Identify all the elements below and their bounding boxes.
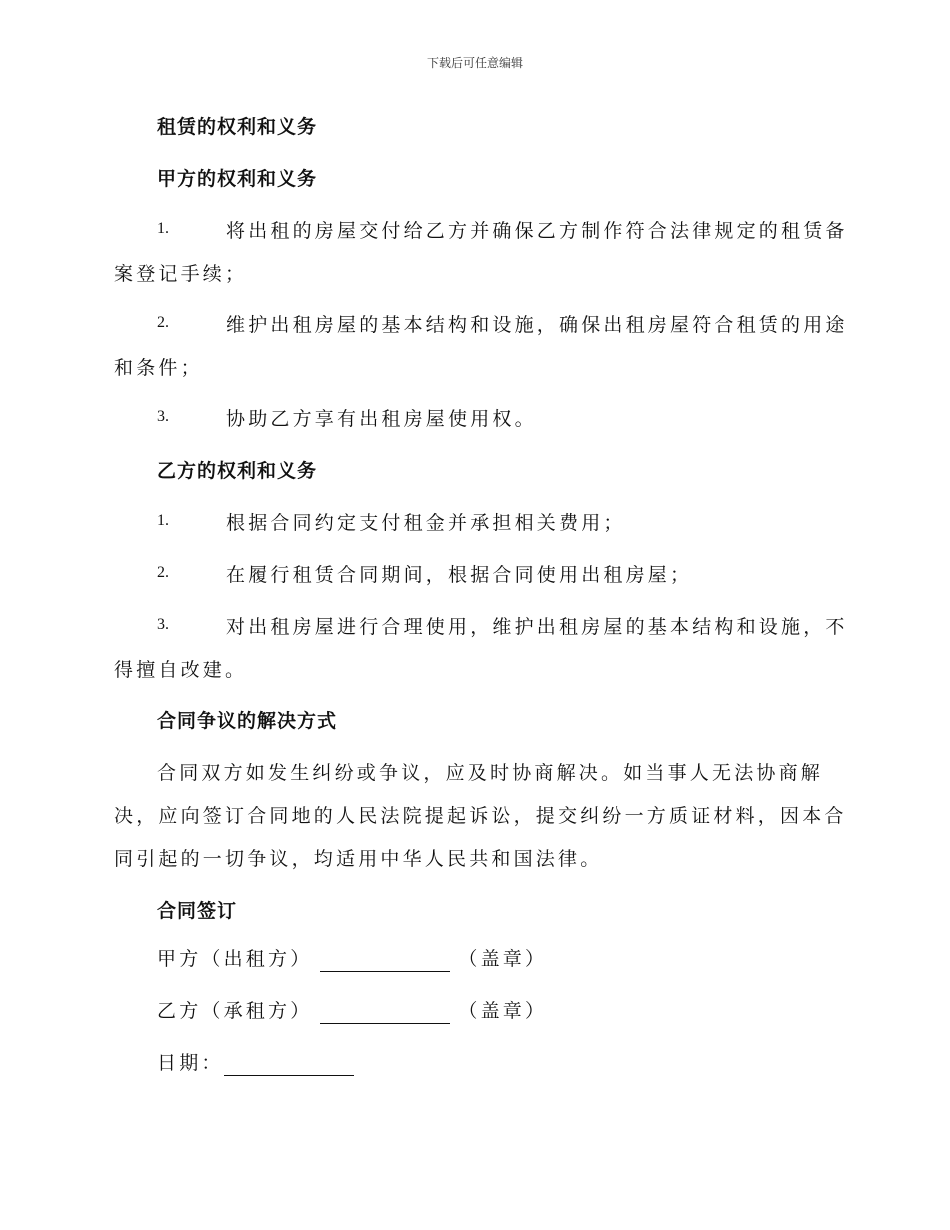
- item-text: 根据合同约定支付租金并承担相关费用；: [226, 512, 626, 534]
- item-number: 2.: [157, 314, 169, 331]
- seal-label: （盖章）: [458, 948, 548, 970]
- item-number: 3.: [157, 408, 169, 425]
- paragraph-line: 合同双方如发生纠纷或争议，应及时协商解决。如当事人无法协商解: [157, 762, 824, 784]
- heading-lease-rights: 租赁的权利和义务: [157, 116, 318, 138]
- item-text: 协助乙方享有出租房屋使用权。: [226, 408, 537, 430]
- paragraph-line: 决，应向签订合同地的人民法院提起诉讼，提交纠纷一方质证材料，因本合: [114, 805, 847, 827]
- heading-dispute: 合同争议的解决方式: [157, 710, 338, 732]
- signature-blank: [320, 1003, 450, 1024]
- date-line: [157, 1050, 950, 1076]
- paragraph-line: 同引起的一切争议，均适用中华人民共和国法律。: [114, 848, 603, 870]
- item-number: 1.: [157, 512, 169, 529]
- date-label: 日期：: [157, 1052, 224, 1074]
- seal-label: （盖章）: [458, 1000, 548, 1022]
- signature-line-party-a: [157, 946, 950, 972]
- item-number: 3.: [157, 616, 169, 633]
- item-text: 维护出租房屋的基本结构和设施，确保出租房屋符合租赁的用途: [226, 314, 848, 336]
- item-text-cont: 和条件；: [114, 357, 203, 379]
- item-text: 对出租房屋进行合理使用，维护出租房屋的基本结构和设施，不: [226, 616, 848, 638]
- date-blank: [224, 1055, 354, 1076]
- item-text: 将出租的房屋交付给乙方并确保乙方制作符合法律规定的租赁备: [226, 220, 848, 242]
- heading-party-b: 乙方的权利和义务: [157, 460, 318, 482]
- page-header: 下载后可任意编辑: [426, 56, 523, 70]
- signature-blank: [320, 951, 450, 972]
- signature-line-party-b: [157, 998, 950, 1024]
- item-text-cont: 得擅自改建。: [114, 659, 248, 681]
- party-a-label: 甲方（出租方）: [157, 948, 313, 970]
- item-text: 在履行租赁合同期间，根据合同使用出租房屋；: [226, 564, 693, 586]
- heading-signing: 合同签订: [157, 900, 238, 922]
- item-number: 1.: [157, 220, 169, 237]
- item-number: 2.: [157, 564, 169, 581]
- item-text-cont: 案登记手续；: [114, 263, 248, 285]
- heading-party-a: 甲方的权利和义务: [157, 168, 318, 190]
- party-b-label: 乙方（承租方）: [157, 1000, 313, 1022]
